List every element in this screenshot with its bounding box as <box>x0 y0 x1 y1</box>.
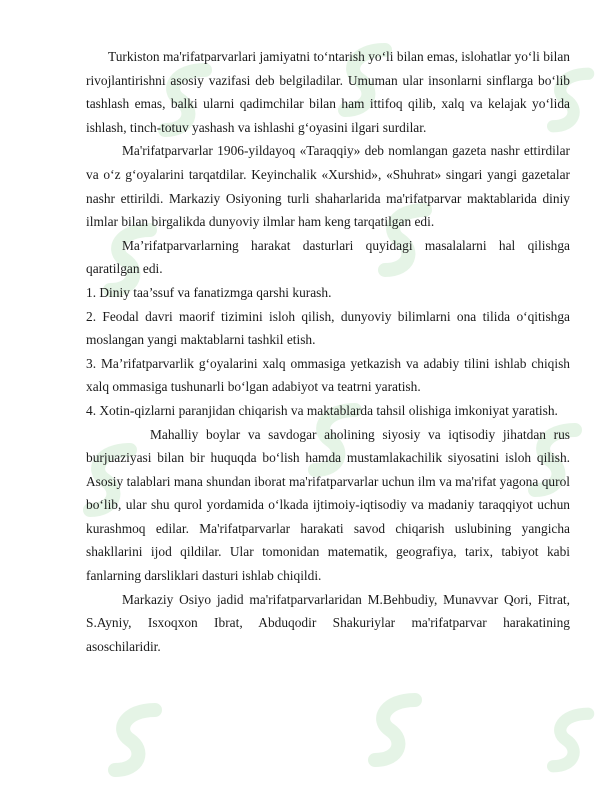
watermark-logo-icon <box>360 690 440 770</box>
paragraph: Ma’rifatparvarlarning harakat dasturlari quyidagi masalalarni hal qilishga qaratilgan edi. <box>86 237 570 277</box>
list-item: 2. Feodal davri maorif tizimini isloh qilish, dunyoviy bilimlarni ona tilida o‘qitishga moslangan yangi maktablarni tashkil etish. <box>86 308 570 348</box>
document-body <box>86 45 570 658</box>
list-item: 1. Diniy taa’ssuf va fanatizmga qarshi kurash. <box>86 284 332 300</box>
paragraph: Markaziy Osiyo jadid ma'rifatparvarlaridan M.Behbudiy, Munavvar Qori, Fitrat, S.Ayniy, Isxoqxon Ibrat, Abduqodir Shakuriylar ma'rifatparvar harakatining asoschilaridir. <box>86 591 570 654</box>
list-item: 3. Ma’rifatparvarlik g‘oyalarini xalq ommasiga yetkazish va adabiy tilini ishlab chiqish xalq ommasiga tushunarli bo‘lgan adabiyot va teatrni yaratish. <box>86 355 570 395</box>
paragraph: Ma'rifatparvarlar 1906-yildayoq «Taraqqiy» deb nomlangan gazeta nashr ettirdilar va o‘z g‘oyalarini tarqatdilar. Keyinchalik «Xurshid», «Shuhrat» singari yangi gazetalar nashr ettirildi. Markaziy Osiyoning turli shaharlarida ma'rifatparvar maktablarida diniy ilmlar bilan birgalikda dunyoviy ilmlar ham keng tarqatilgan edi. <box>86 143 570 230</box>
watermark-logo-icon <box>100 700 180 780</box>
watermark-logo-icon <box>540 700 610 780</box>
paragraph: Turkiston ma'rifatparvarlari jamiyatni to‘ntarish yo‘li bilan emas, islohatlar yo‘li bilan rivojlantirishni asosiy vazifasi deb belgiladilar. Umuman ular insonlarni sinflarga bo‘lib tashlash emas, balki ularni qadimchilar bilan ham ittifoq qilib, xalq va kelajak yo‘lida ishlash, tinch-totuv yashash va ishlashi g‘oyasini ilgari surdilar. <box>86 49 570 135</box>
list-item: 4. Xotin-qizlarni paranjidan chiqarish va maktablarda tahsil olishiga imkoniyat yaratish. <box>86 402 558 418</box>
paragraph: Mahalliy boylar va savdogar aholining siyosiy va iqtisodiy jihatdan rus burjuaziyasi bilan bir huquqda bo‘lish hamda mustamlakachilik siyosatini isloh qilish. Asosiy talablari mana shundan iborat ma'rifatparvarlar uchun ilm va ma'rifat yagona qurol bo‘lib, ular shu qurol yordamida o‘lkada ijtimoiy-iqtisodiy va madaniy taraqqiyot uchun kurashmoq edilar. Ma'rifatparvarlar harakati savod chiqarish uslubining yangicha shakllarini ijod qildilar. Ular tomonidan matematik, geografiya, tarix, tabiyot kabi fanlarning darsliklari dasturi ishlab chiqildi. <box>86 426 570 584</box>
